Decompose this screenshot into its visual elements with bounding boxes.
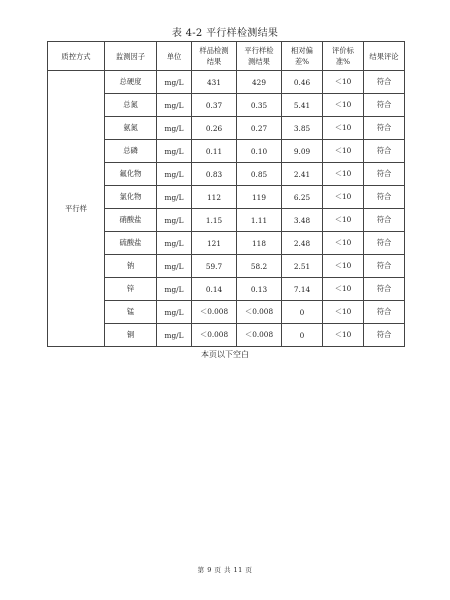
- cell-factor: 氟化物: [105, 163, 157, 186]
- cell-unit: mg/L: [157, 117, 192, 140]
- cell-criterion: ＜10: [323, 301, 364, 324]
- cell-evaluation: 符合: [364, 278, 405, 301]
- cell-sample: 431: [192, 71, 237, 94]
- cell-sample: 121: [192, 232, 237, 255]
- header-criterion-line1: 评价标: [332, 46, 354, 55]
- cell-evaluation: 符合: [364, 163, 405, 186]
- cell-evaluation: 符合: [364, 232, 405, 255]
- cell-criterion: ＜10: [323, 209, 364, 232]
- cell-factor: 硝酸盐: [105, 209, 157, 232]
- cell-parallel: 0.13: [237, 278, 282, 301]
- cell-criterion: ＜10: [323, 255, 364, 278]
- cell-factor: 硫酸盐: [105, 232, 157, 255]
- cell-criterion: ＜10: [323, 278, 364, 301]
- cell-unit: mg/L: [157, 255, 192, 278]
- cell-evaluation: 符合: [364, 94, 405, 117]
- cell-parallel: 0.10: [237, 140, 282, 163]
- cell-criterion: ＜10: [323, 186, 364, 209]
- header-parallel-result-line1: 平行样检: [244, 46, 274, 55]
- cell-factor: 钠: [105, 255, 157, 278]
- cell-evaluation: 符合: [364, 301, 405, 324]
- cell-criterion: ＜10: [323, 71, 364, 94]
- cell-criterion: ＜10: [323, 324, 364, 347]
- cell-deviation: 2.48: [282, 232, 323, 255]
- cell-parallel: 1.11: [237, 209, 282, 232]
- cell-evaluation: 符合: [364, 186, 405, 209]
- header-relative-deviation-line1: 相对偏: [291, 46, 313, 55]
- cell-sample: 0.83: [192, 163, 237, 186]
- cell-factor: 总氮: [105, 94, 157, 117]
- cell-evaluation: 符合: [364, 255, 405, 278]
- cell-evaluation: 符合: [364, 324, 405, 347]
- cell-criterion: ＜10: [323, 117, 364, 140]
- cell-factor: 铜: [105, 324, 157, 347]
- table-header-row: [48, 42, 405, 71]
- cell-unit: mg/L: [157, 209, 192, 232]
- cell-parallel: 58.2: [237, 255, 282, 278]
- cell-deviation: 0.46: [282, 71, 323, 94]
- header-parallel-result: [237, 42, 282, 71]
- cell-deviation: 2.41: [282, 163, 323, 186]
- cell-unit: mg/L: [157, 94, 192, 117]
- cell-deviation: 0: [282, 324, 323, 347]
- header-criterion: [323, 42, 364, 71]
- cell-evaluation: 符合: [364, 117, 405, 140]
- cell-unit: mg/L: [157, 163, 192, 186]
- cell-parallel: ＜0.008: [237, 324, 282, 347]
- cell-sample: 1.15: [192, 209, 237, 232]
- table-row: [48, 71, 405, 94]
- cell-evaluation: 符合: [364, 209, 405, 232]
- cell-sample: 112: [192, 186, 237, 209]
- cell-sample: ＜0.008: [192, 324, 237, 347]
- cell-unit: mg/L: [157, 324, 192, 347]
- cell-unit: mg/L: [157, 301, 192, 324]
- cell-criterion: ＜10: [323, 94, 364, 117]
- cell-unit: mg/L: [157, 186, 192, 209]
- cell-factor: 氨氮: [105, 117, 157, 140]
- cell-evaluation: 符合: [364, 71, 405, 94]
- header-sample-result-line2: 结果: [206, 57, 222, 66]
- cell-factor: 锌: [105, 278, 157, 301]
- cell-criterion: ＜10: [323, 140, 364, 163]
- cell-parallel: 0.27: [237, 117, 282, 140]
- cell-factor: 氯化物: [105, 186, 157, 209]
- table-title: 表 4-2 平行样检测结果: [171, 28, 279, 39]
- header-criterion-line2: 准%: [335, 57, 351, 66]
- cell-sample: 59.7: [192, 255, 237, 278]
- header-unit: 单位: [157, 42, 192, 71]
- cell-sample: 0.26: [192, 117, 237, 140]
- cell-parallel: 0.85: [237, 163, 282, 186]
- header-relative-deviation-line2: 差%: [294, 57, 310, 66]
- cell-evaluation: 符合: [364, 140, 405, 163]
- cell-deviation: 2.51: [282, 255, 323, 278]
- cell-unit: mg/L: [157, 140, 192, 163]
- cell-deviation: 3.85: [282, 117, 323, 140]
- cell-unit: mg/L: [157, 232, 192, 255]
- parallel-sample-results-table: [47, 41, 405, 347]
- cell-deviation: 6.25: [282, 186, 323, 209]
- cell-deviation: 3.48: [282, 209, 323, 232]
- cell-deviation: 9.09: [282, 140, 323, 163]
- cell-parallel: 0.35: [237, 94, 282, 117]
- cell-criterion: ＜10: [323, 163, 364, 186]
- cell-sample: ＜0.008: [192, 301, 237, 324]
- header-sample-result: [192, 42, 237, 71]
- cell-criterion: ＜10: [323, 232, 364, 255]
- header-parallel-result-line2: 测结果: [248, 57, 270, 66]
- cell-sample: 0.11: [192, 140, 237, 163]
- header-evaluation: 结果评论: [364, 42, 405, 71]
- cell-deviation: 7.14: [282, 278, 323, 301]
- header-sample-result-line1: 样品检测: [199, 46, 229, 55]
- cell-sample: 0.14: [192, 278, 237, 301]
- cell-parallel: 119: [237, 186, 282, 209]
- qc-method-cell: 平行样: [48, 71, 105, 347]
- page-footer: 第 9 页 共 11 页: [197, 566, 253, 574]
- cell-parallel: 118: [237, 232, 282, 255]
- header-qc-method: 质控方式: [48, 42, 105, 71]
- cell-parallel: ＜0.008: [237, 301, 282, 324]
- cell-unit: mg/L: [157, 71, 192, 94]
- cell-deviation: 5.41: [282, 94, 323, 117]
- header-relative-deviation: [282, 42, 323, 71]
- cell-factor: 总硬度: [105, 71, 157, 94]
- blank-below-note: 本页以下空白: [201, 350, 249, 359]
- header-factor: 监测因子: [105, 42, 157, 71]
- cell-factor: 总磷: [105, 140, 157, 163]
- cell-deviation: 0: [282, 301, 323, 324]
- cell-unit: mg/L: [157, 278, 192, 301]
- cell-sample: 0.37: [192, 94, 237, 117]
- cell-factor: 锰: [105, 301, 157, 324]
- cell-parallel: 429: [237, 71, 282, 94]
